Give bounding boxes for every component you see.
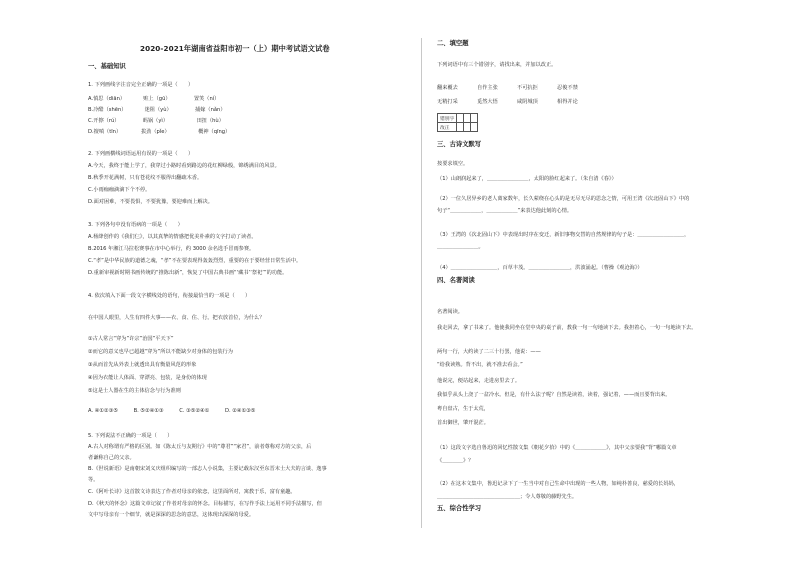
q8-item-1-line2: 《＿＿＿＿》？ bbox=[437, 458, 474, 464]
q2-option-c: C.小雨痂痂滴滴下个不停。 bbox=[88, 187, 151, 193]
q7-item-1: （1）山朗润起来了，＿＿＿＿＿＿＿＿，太阳的脸红起来了。（朱自清《春》） bbox=[437, 176, 617, 182]
answer-grid bbox=[437, 113, 478, 132]
q7-item-3-line2: ＿＿＿＿＿＿＿＿。 bbox=[437, 244, 484, 250]
q6-stem: 下列词语中有三个错别字，请找出来，并加以改正。 bbox=[437, 62, 557, 68]
q6-word: 觅然大悟 bbox=[477, 99, 498, 105]
q3-option-d: D.重新审视新时期书画传统的“推陈出新”，恢复了中国古典书画“‘藏书’‘祭祀’”的功能。 bbox=[88, 270, 288, 276]
q2-option-d: D.面对困难，不要畏惧，不要犹豫，要迎难而上解决。 bbox=[88, 199, 213, 205]
grid-cell[interactable] bbox=[464, 123, 471, 132]
q6-word: 无精打采 bbox=[437, 99, 458, 105]
q6-word: 忍俊不禁 bbox=[557, 85, 578, 91]
q4-sentence-5: ⑤这是士人器在生的主体信念与行为准则 bbox=[88, 388, 181, 394]
q1-option-b: B.冷酷（shēn） 迷阻（yù） 捕嫁（nǎn） bbox=[88, 107, 226, 113]
q5-option-a-line2: 者谦称自己的父亲。 bbox=[88, 455, 135, 461]
q3-option-c: C.“孝”是中华民族的道德之魂，“孝”不在要表现得轰轰烈烈，重要的在于要经营日常生活中。 bbox=[88, 258, 302, 264]
q8-item-2-line1: （2）在这本文集中，鲁迅记录下了一生当中对自己生命中出现的一些人物，如纯朴善良，慈爱的长妈妈， bbox=[437, 481, 679, 487]
section-fill-blank: 二、填空题 bbox=[437, 40, 469, 47]
section-poem-recitation: 三、古诗文默写 bbox=[437, 141, 482, 148]
passage-line: 他说完，便站起来，走进房里去了。 bbox=[437, 378, 521, 384]
column-divider bbox=[421, 38, 422, 528]
grid-label-fix: 改正 bbox=[438, 123, 457, 132]
q1-option-d: D.擅嗔（tīn） 拔劲（pǐe） 概神（qīnɡ） bbox=[88, 129, 231, 135]
q4-stem: 4. 依次填入下面一段文字横线处的语句，衔接最恰当的一项是（ ） bbox=[88, 293, 251, 299]
grid-cell[interactable] bbox=[471, 123, 478, 132]
grid-cell[interactable] bbox=[464, 114, 471, 123]
q5-option-c: C.《阿叶长诗》这首散文诗表达了作者对母亲的依恋，这里面所对，寓教于乐，富有童趣。 bbox=[88, 489, 296, 495]
q7-item-2-line1: （2）一位久居异乡的老人离家数年，长久萦绕在心头的是无尽无尽的思念之情，可用王湾《次北固山下》中的 bbox=[437, 196, 690, 202]
q3-stem: 3. 下列各句中没有语病的一项是（ ） bbox=[88, 222, 183, 228]
grid-cell[interactable] bbox=[457, 123, 464, 132]
q8-item-1-line1: （1）这段文字选自鲁迅的回忆性散文集《朝花夕拾》中的《＿＿＿＿＿＿》，其中父亲要我“背”哪篇文章 bbox=[437, 445, 677, 451]
q4-sentence-1: ①古人常言“穿为”许宗”治国”平天下” bbox=[88, 336, 174, 342]
section-basic-knowledge: 一、基础知识 bbox=[88, 63, 126, 70]
section-comprehensive-study: 五、综合性学习 bbox=[437, 505, 482, 512]
q5-option-b-line2: 等。 bbox=[88, 477, 99, 483]
q8-item-2-line2: ＿＿＿＿＿＿＿＿＿＿＿＿＿＿＿＿；令人尊敬的藤野先生。 bbox=[437, 494, 578, 500]
q4-sentence-3: ③从而首先从外表上就透出具有衡量风范的形象 bbox=[88, 362, 197, 368]
passage-line: 我似乎从头上浇了一盆冷水。但是，有什么法子呢？自然是读着，读着，强记着，——而且要背出来。 bbox=[437, 392, 671, 398]
q2-stem: 2. 下列画横线词语运用有误的一项是（ ） bbox=[88, 151, 194, 157]
q7-stem: 按要求填空。 bbox=[437, 161, 469, 167]
q6-word: 翻来覆去 bbox=[437, 85, 458, 91]
q6-word: 咸阴城顶 bbox=[517, 99, 538, 105]
q6-word: 自作主张 bbox=[477, 85, 498, 91]
q7-item-4: （4）＿＿＿＿＿＿＿＿＿，百草丰茂。＿＿＿＿＿＿＿＿，洪波涌起。（曹操《观沧海》） bbox=[437, 265, 643, 271]
grid-cell[interactable] bbox=[471, 114, 478, 123]
section-classic-reading: 四、名著阅读 bbox=[437, 277, 475, 284]
q5-stem: 5. 下列说法不正确的一项是（ ） bbox=[88, 433, 173, 439]
grid-label-wrong: 错别字 bbox=[438, 114, 457, 123]
q3-option-a: A.杨絳创作的《我们仨》，以其真挚的情感把优美朴素的文字打动了读者。 bbox=[88, 234, 257, 240]
q4-sentence-4: ④因为衣能让人体面、穿漂亮、包装，是身份的体现 bbox=[88, 375, 207, 381]
q5-option-d-line1: D.《秋天的怀念》这篇文章记叙了作者对母亲的怀念。目标描写，在写作手法上运用不同手法描写，但 bbox=[88, 501, 322, 507]
passage-line: 粤自盘古，生于太荒， bbox=[437, 406, 489, 412]
q7-item-2-line2: 句子“＿＿＿＿＿＿，＿＿＿＿＿＿”来表达他此刻的心情。 bbox=[437, 208, 573, 214]
q2-option-a: A.今天，我终于能上学了，我穿过小路时看到路边的花红柳绿般，锦绣满目的风景。 bbox=[88, 163, 280, 169]
grid-cell[interactable] bbox=[457, 114, 464, 123]
q1-option-a: A.慎思（diān） 赃上（gū） 置笑（ní） bbox=[88, 96, 220, 102]
passage-line: “给我读熟。背不出，就不准去看会。” bbox=[437, 362, 523, 368]
q1-option-c: C.开擦（rú） 蚂锅（yì） 田扭（hù） bbox=[88, 118, 224, 124]
q6-word: 相得并论 bbox=[557, 99, 578, 105]
q5-option-d-line2: 文中写母亲有一个细节，就是深深的思念的意思，这体现出深深的母爱。 bbox=[88, 512, 255, 518]
passage-line: 两句一行，大约读了二三十行罢，他说：—— bbox=[437, 349, 541, 355]
passage-line: 首出御世，肇开混茫。 bbox=[437, 420, 489, 426]
q4-sentence-2: ②而它的意义也早已超越“穿为”所以不能缺少对身体的包装行为 bbox=[88, 349, 233, 355]
q5-option-b-line1: B.《世说新语》是南朝宋刘义庆组织编写的一部志人小说集，主要记载东汉至东晋末士大夫的言谈、逸事 bbox=[88, 466, 327, 472]
q5-option-a-line1: A.古人对称谓有严格的区别。如《陈太丘与友期行》中的“尊君”“家君”，前者尊称对方的父亲，后 bbox=[88, 444, 312, 450]
exam-title: 2020-2021年湖南省益阳市初一（上）期中考试语文试卷 bbox=[140, 44, 330, 53]
q4-text: 在中国人眼里，人生有四件大事——衣、食、住、行。把衣放首位，为什么？ bbox=[88, 315, 265, 321]
passage-line: 我走回去，拿了书来了。他使我同坐在堂中央的桌子前，教我一句一句地读下去。我担着心，一句一句地读下去。 bbox=[437, 325, 697, 331]
q8-intro: 名著阅读。 bbox=[437, 309, 463, 315]
q4-choices: A. ④①②③⑤ B. ⑤②④①③ C. ③⑤②④① D. ②④①③⑤ bbox=[88, 408, 256, 414]
q3-option-b: B.2016 年湘江马拉松赛事在市中心举行，约 3000 余名选手冒雨参赛。 bbox=[88, 246, 255, 252]
q1-stem: 1. 下列画线字注音完全正确的一项是（ ） bbox=[88, 82, 194, 88]
q6-word: 不可抗拒 bbox=[517, 85, 538, 91]
q2-option-b: B.秋季开花满树，只有苍花纹不服得出翻疏木香。 bbox=[88, 175, 203, 181]
q7-item-3-line1: （3）王湾的《次北固山下》中表现出时序在变迁，新旧事物交替的自然规律的句子是：＿＿＿＿＿＿＿＿＿， bbox=[437, 232, 690, 238]
